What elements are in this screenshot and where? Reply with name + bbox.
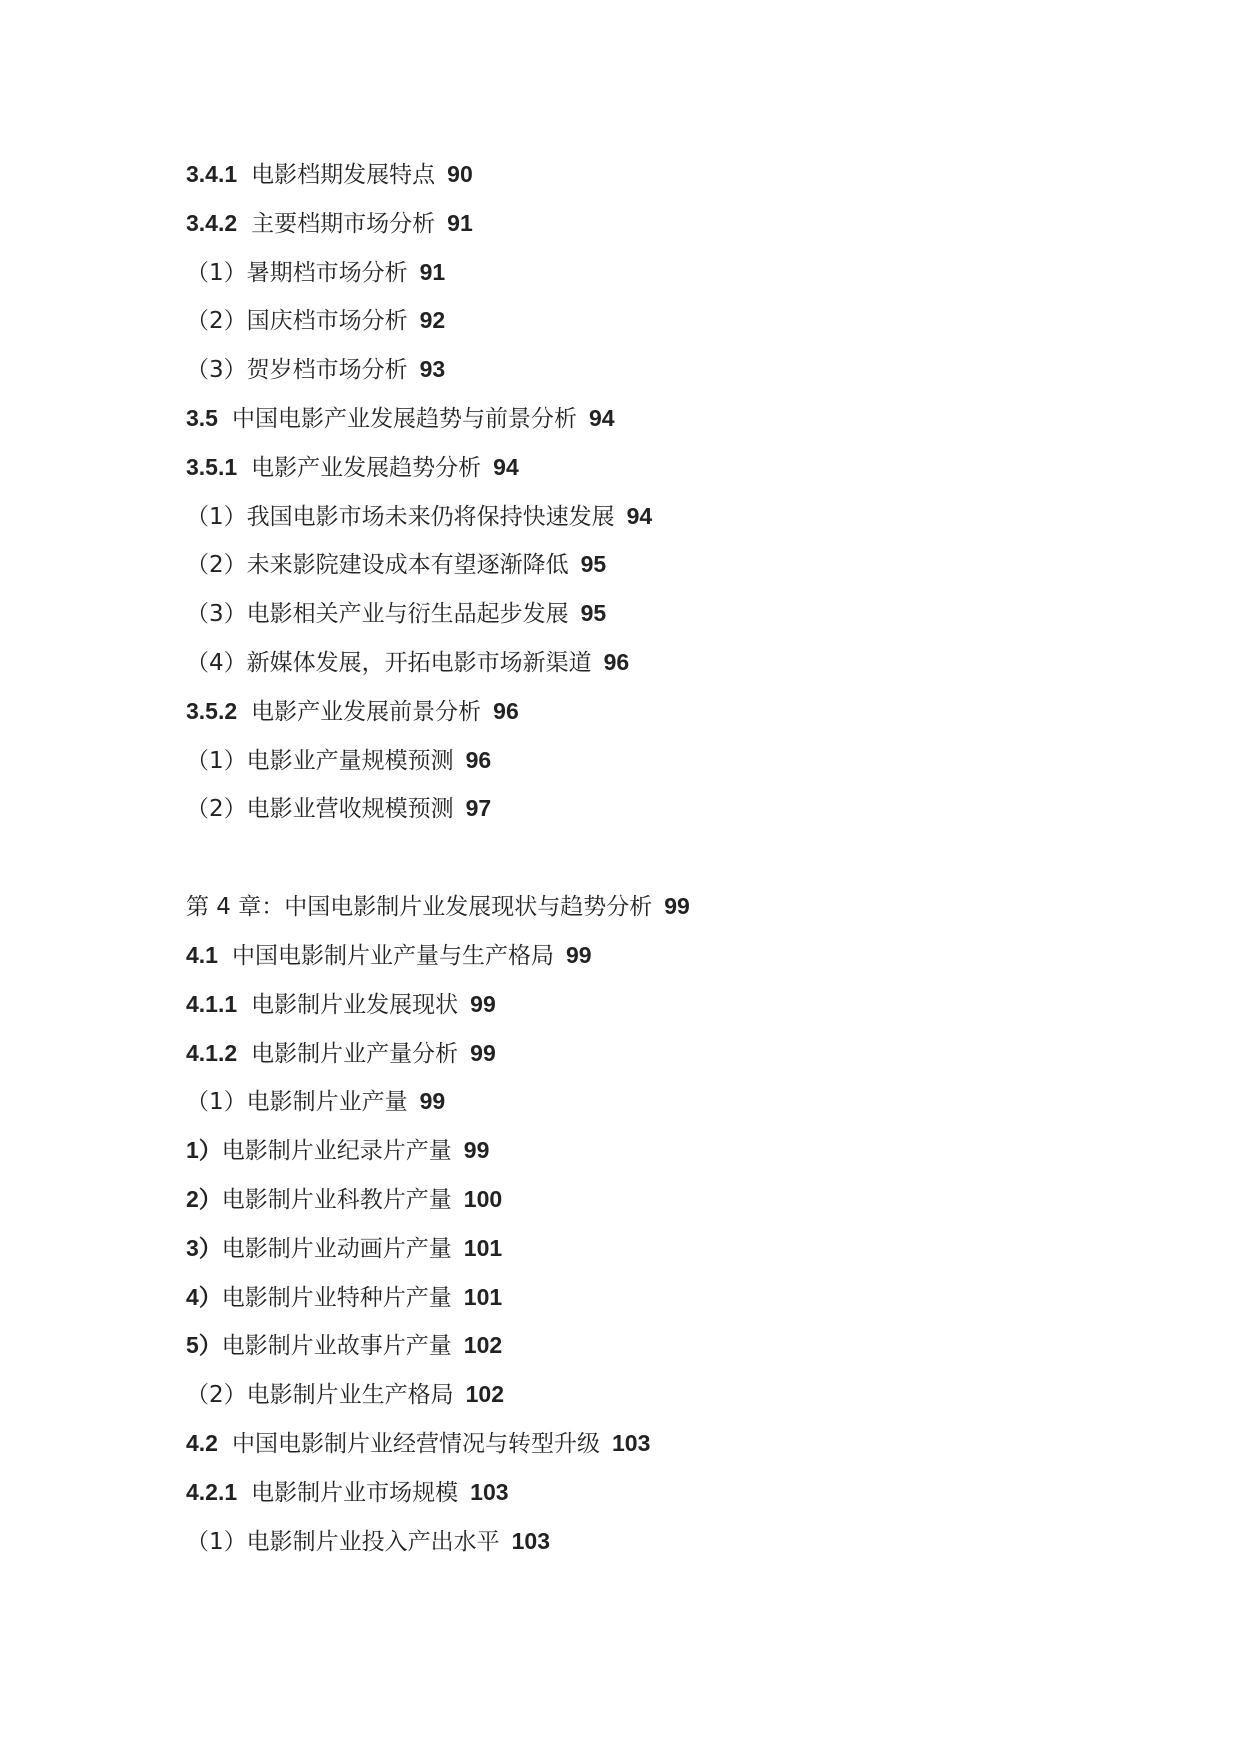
toc-entry [186,1425,1146,1474]
toc-entry-page-number: 94 [626,502,653,529]
toc-entry-page-number: 96 [465,746,492,773]
table-of-contents [186,156,1146,1571]
toc-entry-number: 4.2.1 [186,1478,238,1505]
toc-entry-number: 4.1 [186,941,218,968]
toc-entry-number: 3） [186,1234,222,1261]
toc-entry-title: 电影制片业纪录片产量 [221,1138,452,1165]
toc-entry-title: 电影制片业市场规模 [251,1479,459,1506]
toc-entry-title: 中国电影产业发展趋势与前景分析 [231,405,577,432]
toc-entry-page-number: 92 [419,307,446,334]
toc-entry-title: （1）电影制片业投入产出水平 [186,1528,500,1555]
toc-entry [186,498,1146,547]
toc-entry-title: （3）贺岁档市场分析 [186,357,408,384]
toc-entry [186,254,1146,303]
toc-entry [186,1132,1146,1181]
toc-entry-title: （4）新媒体发展，开拓电影市场新渠道 [186,649,592,676]
toc-entry [186,693,1146,742]
toc-entry-page-number: 103 [611,1429,651,1456]
toc-entry-title: 电影制片业发展现状 [251,991,459,1018]
toc-entry [186,1083,1146,1132]
toc-entry-title: （1）暑期档市场分析 [186,259,408,286]
toc-entry-page-number: 91 [447,209,473,236]
toc-entry [186,742,1146,791]
toc-entry-number: 3.5.1 [186,453,238,480]
toc-entry-title: （1）电影制片业产量 [186,1089,408,1116]
toc-entry-title: 电影制片业故事片产量 [221,1333,452,1360]
toc-entry [186,205,1146,254]
toc-entry-title: 中国电影制片业产量与生产格局 [231,942,554,969]
toc-entry-title: 电影制片业科教片产量 [221,1186,452,1213]
toc-entry-title: 电影产业发展趋势分析 [251,454,482,481]
toc-entry-page-number: 97 [465,795,492,822]
toc-entry-page-number: 99 [565,941,592,968]
toc-entry [186,1035,1146,1084]
toc-entry-title: （2）未来影院建设成本有望逐渐降低 [186,552,569,579]
toc-entry [186,1327,1146,1376]
toc-entry [186,888,1146,937]
toc-entry [186,1474,1146,1523]
toc-entry [186,351,1146,400]
toc-entry-page-number: 102 [465,1381,505,1408]
toc-entry-page-number: 99 [664,893,690,920]
toc-entry-page-number: 95 [580,551,607,578]
toc-entry-title: 电影档期发展特点 [251,162,436,188]
toc-entry-page-number: 94 [493,453,519,480]
toc-entry-number: 4.2 [186,1429,218,1456]
toc-entry-page-number: 100 [463,1185,503,1212]
toc-entry-page-number: 99 [463,1137,490,1164]
toc-entry-number: 4.1.1 [186,990,238,1017]
toc-entry-page-number: 101 [463,1283,503,1310]
toc-entry-number: 3.4.1 [186,161,238,187]
toc-entry [186,937,1146,986]
toc-entry-page-number: 102 [463,1332,503,1359]
toc-entry-title: 电影产业发展前景分析 [251,698,482,725]
toc-entry-number: 3.5.2 [186,697,238,724]
toc-entry-title: 电影制片业产量分析 [251,1040,459,1067]
toc-entry [186,595,1146,644]
toc-entry [186,1279,1146,1328]
toc-entry-number: 5） [186,1332,222,1359]
toc-entry [186,1523,1146,1572]
toc-entry-page-number: 99 [470,1039,496,1066]
toc-entry-page-number: 103 [511,1527,551,1554]
toc-entry-page-number: 99 [419,1088,446,1115]
toc-entry-number: 2） [186,1185,222,1212]
toc-entry [186,1230,1146,1279]
toc-entry-title: 中国电影制片业经营情况与转型升级 [231,1430,600,1457]
toc-entry-page-number: 96 [493,697,519,724]
toc-entry [186,986,1146,1035]
toc-entry-title: （1）电影业产量规模预测 [186,747,454,774]
toc-entry-number: 4） [186,1283,222,1310]
toc-entry-number: 3.5 [186,404,218,431]
toc-entry [186,644,1146,693]
toc-entry [186,449,1146,498]
toc-entry [186,302,1146,351]
toc-entry-title: （2）电影业营收规模预测 [186,796,454,823]
toc-entry-number: 1） [186,1137,222,1164]
toc-entry-title: （3）电影相关产业与衍生品起步发展 [186,601,569,628]
toc-entry-page-number: 99 [470,990,496,1017]
toc-entry-page-number: 90 [447,161,473,187]
toc-entry-page-number: 96 [603,648,630,675]
toc-entry-title: （2）电影制片业生产格局 [186,1382,454,1409]
toc-entry-title: 第 4 章：中国电影制片业发展现状与趋势分析 [186,894,653,921]
toc-entry-title: （2）国庆档市场分析 [186,308,408,335]
toc-entry-page-number: 101 [463,1234,503,1261]
toc-entry-number: 4.1.2 [186,1039,238,1066]
toc-entry-page-number: 91 [419,258,446,285]
toc-entry-page-number: 93 [419,356,446,383]
toc-entry [186,1181,1146,1230]
toc-entry-number: 3.4.2 [186,209,238,236]
toc-entry-title: 主要档期市场分析 [251,210,436,237]
toc-entry [186,1376,1146,1425]
toc-entry-page-number: 94 [588,404,615,431]
toc-entry-page-number: 103 [470,1478,509,1505]
toc-entry-title: 电影制片业特种片产量 [221,1284,452,1311]
toc-entry-title: 电影制片业动画片产量 [221,1235,452,1262]
toc-entry [186,400,1146,449]
toc-entry-title: （1）我国电影市场未来仍将保持快速发展 [186,503,615,530]
toc-entry [186,790,1146,839]
toc-entry [186,156,1146,205]
toc-entry-page-number: 95 [580,600,607,627]
toc-entry [186,546,1146,595]
